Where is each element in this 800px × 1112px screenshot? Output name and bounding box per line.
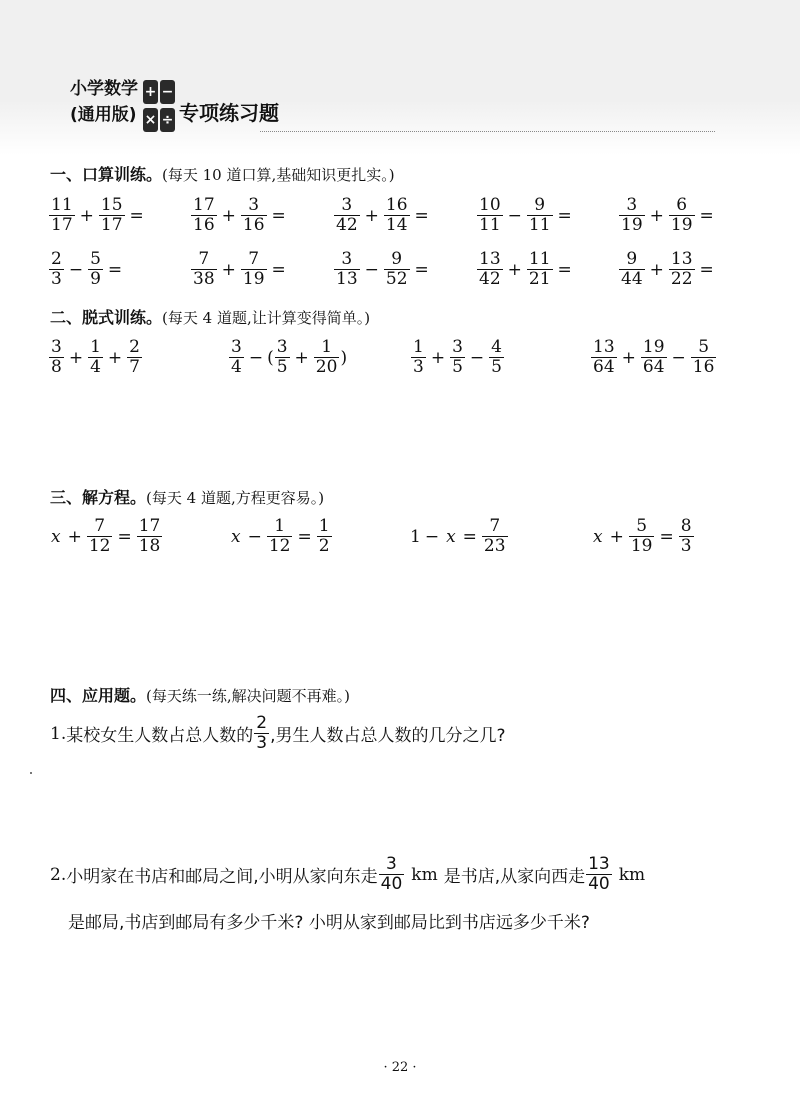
fraction xyxy=(629,517,655,556)
denominator: 40 xyxy=(588,874,610,894)
denominator: 3 xyxy=(680,536,692,556)
fraction xyxy=(450,338,465,377)
denominator: 64 xyxy=(593,357,615,377)
oral-question-7 xyxy=(190,250,290,289)
fraction xyxy=(267,517,293,556)
operator: − xyxy=(68,259,84,280)
section-label: 一、口算训练。 xyxy=(50,165,163,184)
fraction xyxy=(586,855,612,894)
page-number: · 22 · xyxy=(383,1060,417,1075)
stepwise-expression-4 xyxy=(590,338,717,377)
fraction xyxy=(99,196,125,235)
numerator: 5 xyxy=(90,249,101,269)
word-problem-2 xyxy=(50,855,651,894)
fraction xyxy=(619,196,645,235)
problem-text: 某校女生人数占总人数的 xyxy=(66,726,254,746)
equals-sign: = xyxy=(699,205,714,226)
problem-text: 是书店,从家向西走 xyxy=(443,867,586,887)
fraction xyxy=(489,338,504,377)
denominator: 3 xyxy=(51,269,62,289)
numerator: 8 xyxy=(680,516,692,536)
oral-question-10 xyxy=(618,250,718,289)
fraction xyxy=(669,250,695,289)
equals-sign: = xyxy=(462,526,477,547)
operator: + xyxy=(430,347,446,368)
equals-sign: = xyxy=(271,205,286,226)
denominator: 64 xyxy=(642,357,665,377)
operator: + xyxy=(67,526,82,547)
fraction xyxy=(127,338,142,377)
denominator: 5 xyxy=(491,357,502,377)
equals-sign: = xyxy=(557,205,572,226)
denominator: 17 xyxy=(51,215,73,235)
denominator: 22 xyxy=(670,269,693,289)
variable-x: x xyxy=(593,526,603,547)
multiply-icon: × xyxy=(143,108,158,132)
fraction xyxy=(641,338,667,377)
numerator: 11 xyxy=(51,195,73,215)
denominator: 11 xyxy=(479,215,501,235)
fraction xyxy=(49,338,64,377)
fraction xyxy=(88,250,103,289)
section-1-heading xyxy=(50,162,395,185)
denominator: 12 xyxy=(268,536,291,556)
denominator: 7 xyxy=(129,357,140,377)
numerator: 1 xyxy=(274,516,286,536)
operator: + xyxy=(221,259,236,280)
numerator: 5 xyxy=(636,516,648,536)
fraction xyxy=(691,338,717,377)
operator: + xyxy=(221,205,236,226)
equals-sign: = xyxy=(271,259,286,280)
numerator: 16 xyxy=(385,195,408,215)
divide-icon: ÷ xyxy=(160,108,175,132)
denominator: 4 xyxy=(231,357,242,377)
fraction xyxy=(314,338,340,377)
oral-question-8 xyxy=(333,250,433,289)
oral-question-1 xyxy=(48,196,148,235)
denominator: 52 xyxy=(385,269,408,289)
denominator: 9 xyxy=(90,269,101,289)
denominator: 19 xyxy=(630,536,653,556)
problem-number: 1. xyxy=(50,723,67,744)
fraction xyxy=(527,196,553,235)
operator: − xyxy=(671,347,686,368)
fraction xyxy=(477,250,503,289)
numerator: 7 xyxy=(198,249,210,269)
variable-x: x xyxy=(231,526,241,547)
variable-x: x xyxy=(51,526,61,547)
fraction xyxy=(137,517,163,556)
equation-1 xyxy=(48,517,163,556)
fraction xyxy=(384,250,410,289)
numerator: 2 xyxy=(51,249,62,269)
denominator: 5 xyxy=(276,357,288,377)
operator-icons xyxy=(143,80,177,134)
word-problem-1 xyxy=(50,714,506,753)
operator: − xyxy=(364,259,379,280)
brand-line-1: 小学数学 xyxy=(70,79,138,99)
numerator: 9 xyxy=(626,249,638,269)
numerator: 9 xyxy=(534,195,546,215)
denominator: 12 xyxy=(88,536,111,556)
numerator: 10 xyxy=(479,195,501,215)
denominator: 19 xyxy=(242,269,265,289)
denominator: 42 xyxy=(479,269,501,289)
numerator: 3 xyxy=(248,195,260,215)
fraction xyxy=(334,250,360,289)
denominator: 4 xyxy=(90,357,101,377)
fraction xyxy=(679,517,694,556)
equals-sign: = xyxy=(659,526,674,547)
denominator: 23 xyxy=(483,536,506,556)
fraction xyxy=(88,338,103,377)
numerator: 3 xyxy=(452,337,463,357)
fraction xyxy=(191,250,217,289)
unit-km: km xyxy=(411,864,438,885)
fraction xyxy=(379,855,405,894)
operator: + xyxy=(364,205,379,226)
denominator: 42 xyxy=(336,215,358,235)
denominator: 5 xyxy=(452,357,463,377)
oral-question-4 xyxy=(476,196,576,235)
operator: + xyxy=(79,205,94,226)
minus-icon: − xyxy=(160,80,175,104)
denominator: 8 xyxy=(51,357,62,377)
equals-sign: = xyxy=(107,259,123,280)
problem-text: ,男生人数占总人数的几分之几? xyxy=(270,726,506,746)
numerator: 3 xyxy=(276,337,288,357)
section-note: (每天练一练,解决问题不再难。) xyxy=(146,687,350,705)
right-paren: ) xyxy=(340,347,348,368)
numerator: 1 xyxy=(413,337,424,357)
denominator: 2 xyxy=(318,536,330,556)
stepwise-expression-2 xyxy=(228,338,347,377)
fraction xyxy=(241,196,267,235)
operator: + xyxy=(294,347,309,368)
fraction xyxy=(191,196,217,235)
stepwise-expression-3 xyxy=(410,338,505,377)
denominator: 16 xyxy=(242,215,265,235)
denominator: 21 xyxy=(528,269,551,289)
fraction xyxy=(49,196,75,235)
numerator: 2 xyxy=(256,713,268,733)
oral-question-9 xyxy=(476,250,576,289)
numerator: 11 xyxy=(528,249,551,269)
oral-question-5 xyxy=(618,196,718,235)
operator: + xyxy=(507,259,522,280)
equals-sign: = xyxy=(414,205,429,226)
denominator: 20 xyxy=(315,357,338,377)
fraction xyxy=(411,338,426,377)
numerator: 7 xyxy=(248,249,260,269)
equals-sign: = xyxy=(297,526,312,547)
operator: + xyxy=(649,259,664,280)
numerator: 2 xyxy=(129,337,140,357)
fraction xyxy=(477,196,503,235)
fraction xyxy=(49,250,64,289)
oral-question-6 xyxy=(48,250,126,289)
operator: + xyxy=(609,526,624,547)
numerator: 7 xyxy=(94,516,106,536)
numerator: 17 xyxy=(193,195,215,215)
equals-sign: = xyxy=(699,259,714,280)
scan-speck xyxy=(30,772,32,774)
problem-number: 2. xyxy=(50,864,67,885)
operator: − xyxy=(247,526,262,547)
section-label: 四、应用题。 xyxy=(50,686,147,705)
constant-one: 1 xyxy=(410,526,421,547)
denominator: 38 xyxy=(193,269,215,289)
fraction xyxy=(619,250,645,289)
numerator: 3 xyxy=(231,337,242,357)
equals-sign: = xyxy=(117,526,132,547)
numerator: 13 xyxy=(670,249,693,269)
operator: − xyxy=(248,347,264,368)
numerator: 19 xyxy=(642,337,665,357)
numerator: 3 xyxy=(626,195,638,215)
header-divider xyxy=(260,131,715,132)
numerator: 13 xyxy=(479,249,501,269)
operator: − xyxy=(469,347,485,368)
equation-3 xyxy=(410,517,509,556)
fraction xyxy=(87,517,113,556)
section-2-heading xyxy=(50,305,370,328)
operator: − xyxy=(424,526,440,547)
variable-x: x xyxy=(446,526,456,547)
operator: + xyxy=(68,347,84,368)
numerator: 9 xyxy=(391,249,403,269)
oral-question-3 xyxy=(333,196,433,235)
denominator: 19 xyxy=(670,215,693,235)
unit-km: km xyxy=(618,864,646,885)
numerator: 5 xyxy=(698,337,710,357)
section-label: 三、解方程。 xyxy=(50,488,147,507)
equals-sign: = xyxy=(557,259,572,280)
fraction xyxy=(241,250,267,289)
numerator: 15 xyxy=(100,195,123,215)
numerator: 6 xyxy=(676,195,688,215)
page-title: 专项练习题 xyxy=(179,101,279,125)
problem-text: 是邮局,书店到邮局有多少千米? 小明从家到邮局比到书店远多少千米? xyxy=(68,913,590,933)
denominator: 19 xyxy=(621,215,643,235)
denominator: 11 xyxy=(528,215,551,235)
section-label: 二、脱式训练。 xyxy=(50,308,163,327)
denominator: 3 xyxy=(256,733,268,753)
operator: + xyxy=(621,347,636,368)
numerator: 1 xyxy=(321,337,333,357)
fraction xyxy=(482,517,508,556)
left-paren: ( xyxy=(267,347,274,368)
section-4-heading xyxy=(50,683,350,706)
fraction xyxy=(275,338,290,377)
problem-text: 小明家在书店和邮局之间,小明从家向东走 xyxy=(66,867,378,887)
operator: + xyxy=(107,347,123,368)
denominator: 3 xyxy=(413,357,424,377)
numerator: 3 xyxy=(386,854,397,874)
operator: + xyxy=(649,205,664,226)
numerator: 7 xyxy=(489,516,501,536)
equation-2 xyxy=(228,517,333,556)
denominator: 16 xyxy=(193,215,215,235)
fraction xyxy=(591,338,617,377)
denominator: 40 xyxy=(380,874,403,894)
numerator: 1 xyxy=(318,516,330,536)
brand-line-2: (通用版) xyxy=(70,105,137,125)
plus-icon: + xyxy=(143,80,158,104)
fraction xyxy=(254,714,269,753)
section-note: (每天 4 道题,方程更容易。) xyxy=(146,489,325,507)
numerator: 3 xyxy=(51,337,62,357)
equals-sign: = xyxy=(129,205,144,226)
operator: − xyxy=(507,205,522,226)
denominator: 14 xyxy=(385,215,408,235)
numerator: 13 xyxy=(588,854,610,874)
brand-logo xyxy=(70,76,138,128)
denominator: 17 xyxy=(100,215,123,235)
word-problem-2-line-2 xyxy=(68,908,590,933)
section-note: (每天 10 道口算,基础知识更扎实。) xyxy=(162,166,395,184)
oral-question-2 xyxy=(190,196,290,235)
numerator: 17 xyxy=(138,516,161,536)
fraction xyxy=(384,196,410,235)
equals-sign: = xyxy=(414,259,429,280)
section-3-heading xyxy=(50,485,324,508)
numerator: 13 xyxy=(593,337,615,357)
denominator: 16 xyxy=(692,357,715,377)
numerator: 1 xyxy=(90,337,101,357)
stepwise-expression-1 xyxy=(48,338,143,377)
section-note: (每天 4 道题,让计算变得简单。) xyxy=(162,309,371,327)
numerator: 3 xyxy=(341,195,353,215)
fraction xyxy=(317,517,332,556)
fraction xyxy=(229,338,244,377)
fraction xyxy=(334,196,360,235)
equation-4 xyxy=(590,517,695,556)
numerator: 3 xyxy=(341,249,353,269)
fraction xyxy=(669,196,695,235)
fraction xyxy=(527,250,553,289)
denominator: 18 xyxy=(138,536,161,556)
numerator: 4 xyxy=(491,337,502,357)
denominator: 13 xyxy=(336,269,358,289)
denominator: 44 xyxy=(621,269,643,289)
